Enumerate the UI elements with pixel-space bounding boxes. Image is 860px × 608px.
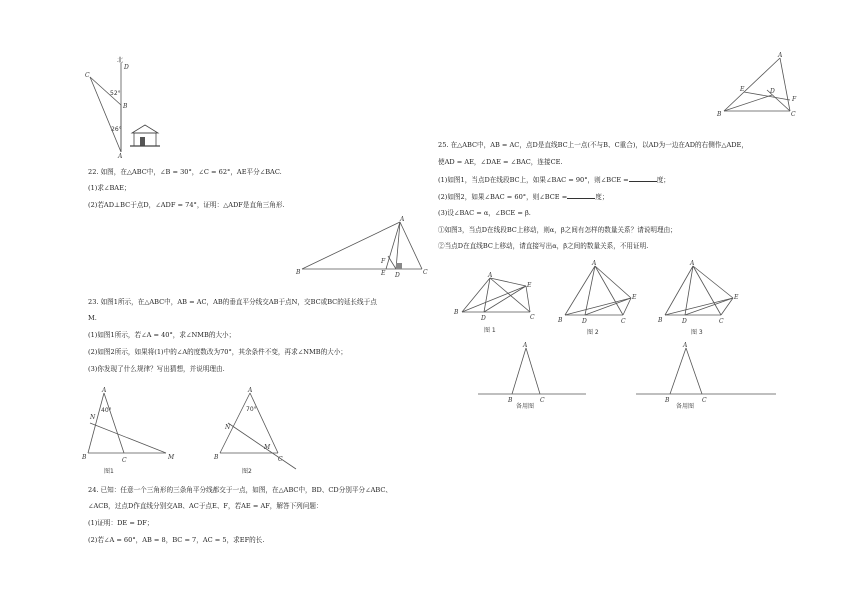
q25-part3a: ①如图3，当点D在线段BC上移动，则α，β之间有怎样的数量关系？请说明理由； (438, 226, 677, 234)
figure-q23-1 (80, 383, 185, 478)
point-label-a: A (102, 387, 107, 394)
point-label-b: B (82, 454, 87, 461)
point-label-d: D (395, 272, 400, 279)
point-label-n: N (90, 414, 96, 421)
point-label-f: F (792, 96, 797, 103)
angle-label: 40° (101, 407, 112, 414)
point-label-e: E (734, 294, 739, 301)
figure-q25-spare-2 (636, 340, 781, 412)
q23-stem-line1: 23. 如图1所示，在△ABC中，AB = AC，AB的垂直平分线交AB于点N，交BC或BC的延长线于点 (88, 298, 377, 306)
answer-blank (567, 192, 595, 199)
figure-north-bearing (80, 55, 170, 160)
q24-part1: (1)证明：DE = DF； (88, 519, 154, 527)
q25-part3b: ②当点D在直线BC上移动，请直接写出α，β之间的数量关系，不用证明. (438, 242, 649, 250)
point-label-c: C (278, 456, 283, 463)
figure-caption: 备用图 (676, 403, 695, 410)
point-label-b: B (508, 397, 513, 404)
figure-q22 (292, 214, 437, 280)
point-label-b: B (214, 454, 219, 461)
point-label-d: D (770, 88, 775, 95)
point-label-a: A (118, 153, 123, 160)
point-label-f: F (381, 258, 386, 265)
point-label-d: D (582, 318, 587, 325)
north-label: 北 (117, 57, 124, 64)
point-label-a: A (523, 342, 528, 349)
point-label-b: B (123, 103, 128, 110)
point-label-a: A (248, 387, 253, 394)
point-label-a: A (778, 52, 783, 59)
point-label-b: B (665, 397, 670, 404)
house-icon (130, 125, 160, 146)
point-label-c: C (621, 318, 626, 325)
point-label-c: C (791, 111, 796, 118)
point-label-c: C (702, 397, 707, 404)
angle-label: 70° (246, 406, 257, 413)
figure-q25-spare-1 (478, 340, 588, 412)
figure-caption: 图 3 (691, 329, 703, 336)
point-label-c: C (719, 318, 724, 325)
point-label-a: A (592, 260, 597, 267)
point-label-n: N (225, 424, 231, 431)
figure-caption: 图1 (104, 468, 114, 475)
q24-stem-line1: 24. 已知：任意一个三角形的三条角平分线都交于一点，如图，在△ABC中，BD、CD分别平分∠ABC、 (88, 486, 392, 494)
angle-label-26: 26° (111, 126, 122, 133)
point-label-c: C (540, 397, 545, 404)
figure-q25-3 (655, 260, 750, 338)
point-label-d: D (124, 64, 129, 71)
point-label-c: C (122, 457, 127, 464)
q22-part1: (1)求∠BAE； (88, 184, 131, 192)
point-label-b: B (296, 269, 301, 276)
figure-caption: 图 2 (587, 329, 599, 336)
q25-part2-unit: 度； (595, 193, 609, 201)
figure-caption: 图2 (242, 468, 252, 475)
q25-part1 (438, 175, 670, 185)
point-label-d: D (481, 315, 486, 322)
q25-stem-line2: 使AD = AE，∠DAE = ∠BAC，连接CE. (438, 158, 563, 166)
q22-stem: 22. 如图，在△ABC中，∠B = 30°，∠C = 62°，AE平分∠BAC. (88, 168, 282, 176)
q25-part1-text: (1)如图1，当点D在线段BC上，如果∠BAC = 90°，则∠BCE = (438, 176, 629, 184)
point-label-c: C (530, 314, 535, 321)
point-label-c: C (423, 269, 428, 276)
q25-stem-line1: 25. 在△ABC中，AB = AC，点D是直线BC上一点(不与B、C重合)，以AD为一边在AD的右侧作△ADE， (438, 141, 748, 149)
point-label-d: D (682, 318, 687, 325)
point-label-b: B (717, 111, 722, 118)
figure-triangle-def (712, 50, 802, 120)
point-label-b: B (558, 317, 563, 324)
angle-label-52: 52° (110, 90, 121, 97)
q23-part3: (3)你发现了什么规律？写出猜想，并说明理由. (88, 365, 225, 373)
point-label-e: E (632, 294, 637, 301)
answer-blank (629, 175, 657, 182)
figure-caption: 图 1 (484, 327, 496, 334)
point-label-b: B (658, 317, 663, 324)
q22-part2: (2)若AD⊥BC于点D，∠ADF = 74°，证明：△ADF是直角三角形. (88, 201, 285, 209)
point-label-c: C (85, 72, 90, 79)
figure-q25-2 (555, 260, 650, 338)
point-label-e: E (381, 270, 386, 277)
point-label-e: E (527, 282, 532, 289)
point-label-a: A (690, 260, 695, 267)
q24-part2: (2)若∠A = 60°，AB = 8，BC = 7，AC = 5，求EF的长. (88, 536, 265, 544)
q23-part1: (1)如图1所示，若∠A = 40°，求∠NMB的大小； (88, 331, 236, 339)
q23-part2: (2)如图2所示，如果将(1)中的∠A的度数改为70°，其余条件不变，再求∠NMB的大小； (88, 348, 347, 356)
point-label-m: M (168, 454, 175, 461)
q23-stem-line2: M. (88, 314, 97, 322)
point-label-e: E (740, 86, 745, 93)
q24-stem-line2: ∠ACB，过点D作直线分别交AB、AC于点E、F，若AE = AF，解答下列问题： (88, 502, 323, 510)
point-label-a: A (400, 216, 405, 223)
point-label-a: A (683, 342, 688, 349)
point-label-b: B (454, 309, 459, 316)
q25-part3: (3)设∠BAC = α，∠BCE = β. (438, 209, 531, 217)
point-label-a: A (488, 272, 493, 279)
q25-part2 (438, 192, 608, 202)
point-label-m: M (264, 444, 271, 451)
q25-part2-text: (2)如图2，如果∠BAC = 60°，则∠BCE = (438, 193, 568, 201)
figure-q23-2 (210, 383, 305, 478)
figure-q25-1 (450, 268, 545, 336)
q25-part1-unit: 度； (656, 176, 670, 184)
figure-caption: 备用图 (516, 403, 535, 410)
